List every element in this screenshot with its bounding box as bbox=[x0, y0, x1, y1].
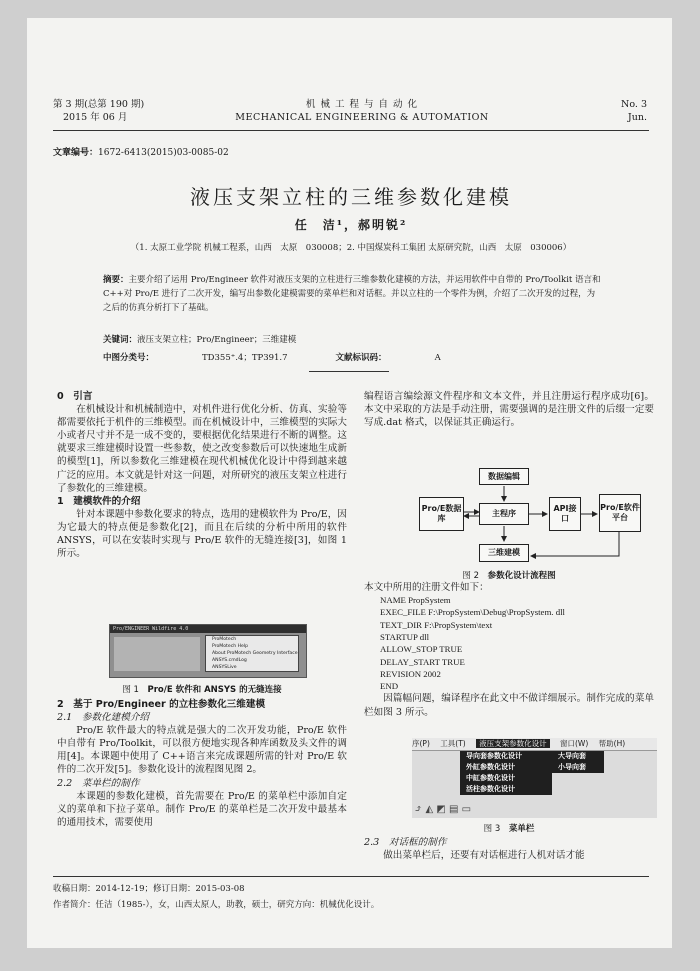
right-body-2: 因篇幅问题，编译程序在此文中不做详细展示。制作完成的菜单栏如图 3 所示。 bbox=[364, 693, 654, 718]
fig3-sub-item: 大导向套 bbox=[558, 752, 586, 760]
footnote-author: 作者简介：任洁（1985-），女，山西太原人，助教，硕士，研究方向：机械优化设计。 bbox=[53, 900, 380, 910]
registry-line: NAME PropSystem bbox=[380, 595, 451, 606]
section-2-1-heading: 2.1 参数化建模介绍 bbox=[57, 712, 150, 724]
article-number bbox=[53, 145, 229, 158]
journal-cn: 机 械 工 程 与 自 动 化 bbox=[305, 99, 419, 110]
fig1-menu-item: About ProMotech Geometry Interface bbox=[212, 651, 298, 656]
fig3-toolbar-icons: ⤴ ◭ ◩ ▤ ▭ bbox=[414, 804, 472, 815]
fig2-api: API接口 bbox=[549, 497, 581, 531]
fig1-menu-item: ProMotech Help bbox=[212, 644, 249, 649]
figure-1-caption bbox=[57, 683, 347, 695]
abstract-text: 主要介绍了运用 Pro/Engineer 软件对液压支架的立柱进行三维参数化建模的方法，并运用软件中自带的 Pro/Toolkit 语言和 C++对 Pro/E 进行了二次开发，编写出参数化建模需要的菜单栏和对话框。并以立柱的一个零件为例，介绍了二次开发的过程，为之后的仿真分析打下了基础。 bbox=[103, 275, 601, 313]
keywords-label: 关键词： bbox=[103, 335, 138, 345]
fig3-drop-item: 中缸参数化设计 bbox=[466, 774, 515, 782]
registry-file bbox=[364, 594, 654, 692]
right-intro: 编程语言编绘源文件程序和文本文件，并且注册运行程序成功[6]。本文中采取的方法是手动注册，需要强调的是注册文件的后缀一定要写成.dat 格式，以保证其正确运行。 bbox=[364, 391, 654, 429]
fig3-drop-item: 活柱参数化设计 bbox=[466, 785, 515, 793]
fig3-cap-num: 图 3 bbox=[483, 824, 501, 834]
figure-2-flowchart bbox=[419, 464, 649, 566]
fig1-menu-item: ANSYSLive bbox=[212, 665, 237, 670]
fig3-menu-bar bbox=[412, 738, 657, 751]
registry-line: END bbox=[380, 681, 399, 692]
registry-line: REVISION 2002 bbox=[380, 668, 441, 679]
issue-line1: 第 3 期(总第 190 期) bbox=[53, 99, 145, 110]
registry-line: DELAY_START TRUE bbox=[380, 656, 465, 667]
registry-line: EXEC_FILE F:\PropSystem\Debug\PropSystem. dll bbox=[380, 607, 565, 618]
header-rule bbox=[53, 130, 649, 131]
fig1-menu bbox=[205, 635, 299, 672]
right-col-bottom bbox=[364, 836, 654, 862]
figure-3-menubar bbox=[412, 738, 657, 818]
journal-title bbox=[217, 98, 507, 124]
footnote-rule bbox=[53, 876, 649, 877]
cls-value: TD355⁺.4；TP391.7 bbox=[202, 353, 288, 363]
article-no-label: 文章编号： bbox=[53, 148, 99, 158]
fig1-cap-text: Pro/E 软件和 ANSYS 的无缝连接 bbox=[147, 685, 282, 695]
fig3-menu-item: 工具(T) bbox=[440, 739, 466, 748]
issue-line2: 2015 年 06 月 bbox=[63, 112, 128, 123]
affiliation: （1. 太原工业学院 机械工程系，山西 太原 030008；2. 中国煤炭科工集团 太原研究院，山西 太原 030006） bbox=[130, 243, 572, 253]
fig2-main: 主程序 bbox=[479, 503, 529, 525]
figure-3-caption bbox=[364, 822, 654, 834]
section-2-heading: 2 基于 Pro/Engineer 的立柱参数化三维建模 bbox=[57, 699, 266, 710]
fig2-proe-db: Pro/E数据库 bbox=[419, 497, 464, 531]
issue-month: Jun. bbox=[627, 112, 647, 123]
section-2-3-heading: 2.3 对话框的制作 bbox=[364, 837, 447, 848]
fig2-modeling: 三维建模 bbox=[479, 544, 529, 562]
issue-info bbox=[53, 98, 144, 124]
authors: 任 洁¹，郝明锐² bbox=[294, 218, 408, 232]
fig1-titlebar: Pro/ENGINEER Wildfire 4.0 bbox=[110, 625, 306, 633]
journal-en: MECHANICAL ENGINEERING & AUTOMATION bbox=[235, 112, 489, 123]
section-1-body: 针对本课题中参数化要求的特点，选用的建模软件为 Pro/E，因为它最大的特点便是参数化[2]，而且在后续的分析中所用的软件 ANSYS，可以在安装时实现与 Pro/E 软件的无缝连接[3]，如图 1 所示。 bbox=[57, 508, 347, 560]
registry-line: TEXT_DIR F:\PropSystem\text bbox=[380, 619, 493, 630]
fig3-submenu bbox=[552, 751, 604, 773]
fig2-cap-num: 图 2 bbox=[462, 571, 480, 581]
abstract-label: 摘要： bbox=[103, 275, 129, 285]
section-2-2-heading: 2.2 菜单栏的制作 bbox=[57, 777, 140, 789]
left-col-bottom bbox=[57, 698, 347, 829]
registry-line: ALLOW_STOP TRUE bbox=[380, 644, 463, 655]
figure-1-screenshot bbox=[109, 624, 307, 678]
fig3-sub-item: 小导向套 bbox=[558, 763, 586, 771]
paper-title: 液压支架立柱的三维参数化建模 bbox=[190, 185, 512, 209]
fig2-db-edit: 数据编辑 bbox=[479, 468, 529, 485]
issue-number: No. 3 bbox=[621, 99, 647, 110]
doc-label: 文献标识码： bbox=[335, 353, 387, 363]
right-col-top bbox=[364, 390, 654, 429]
fig2-platform: Pro/E软件平台 bbox=[599, 494, 641, 532]
fig3-menu-item: 帮助(H) bbox=[598, 739, 626, 748]
page-sheet bbox=[27, 18, 672, 948]
fig1-cap-num: 图 1 bbox=[122, 685, 139, 695]
abstract-rule bbox=[309, 371, 389, 372]
section-0-heading: 0 引言 bbox=[57, 391, 93, 402]
registry-intro: 本文中所用的注册文件如下： bbox=[364, 582, 489, 593]
fig2-cap-text: 参数化设计流程图 bbox=[487, 571, 556, 581]
cls-label: 中图分类号： bbox=[103, 353, 155, 363]
abstract bbox=[103, 273, 603, 315]
section-0-body: 在机械设计和机械制造中，对机件进行优化分析、仿真、实验等都需要依托于机件的三维模型。而在机械设计中，三维模型的实际大小或者尺寸并不是一成不变的，要根据优化结果进行不断的调整。这就要求三维建模时设置一些参数，使之改变参数后可以快速地生成新的模型[1]，所以参数化三维建模在现代机械优化设计中得到越来越广泛的应用。本文就是针对这一问题，对所研究的液压支架立柱进行了参数化的三维建模。 bbox=[57, 404, 347, 494]
article-no-value: 1672-6413(2015)03-0085-02 bbox=[98, 148, 229, 158]
right-col-registry bbox=[364, 581, 654, 719]
keywords-text: 液压支架立柱；Pro/Engineer；三维建模 bbox=[137, 335, 297, 345]
fig3-menu-item: 窗口(W) bbox=[559, 739, 589, 748]
fig3-drop-item: 外缸参数化设计 bbox=[466, 763, 515, 771]
fig3-dropdown bbox=[460, 751, 552, 795]
section-2-1-body: Pro/E 软件最大的特点就是强大的二次开发功能，Pro/E 软件中自带有 Pro/Toolkit，可以很方便地实现各种库函数及头文件的调用[4]。本课题中使用了 C++语言来完成课题所需的针对 Pro/E 软件的二次开发[5]。参数化设计的流程图见图 2。 bbox=[57, 725, 347, 776]
figure-2-caption bbox=[364, 569, 654, 581]
section-1-heading: 1 建模软件的介绍 bbox=[57, 495, 141, 507]
fig3-menu-item-selected: 液压支架参数化设计 bbox=[476, 739, 550, 748]
left-col-top bbox=[57, 390, 347, 560]
classification bbox=[103, 351, 441, 363]
section-2-2-body: 本课题的参数化建模，首先需要在 Pro/E 的菜单栏中添加自定义的菜单和下拉子菜单。制作 Pro/E 的菜单栏是二次开发中最基本的通用技术，需要使用 bbox=[57, 790, 347, 828]
registry-line: STARTUP dll bbox=[380, 631, 430, 642]
section-2-3-body: 做出菜单栏后，还要有对话框进行人机对话才能 bbox=[383, 850, 585, 862]
fig3-menu-item: 序(P) bbox=[412, 739, 430, 748]
fig3-cap-text: 菜单栏 bbox=[508, 824, 535, 834]
issue-no bbox=[587, 98, 647, 124]
keywords bbox=[103, 333, 296, 345]
doc-value: A bbox=[434, 353, 441, 363]
fig1-menu-item: ANSYS.cmdLog bbox=[212, 658, 247, 663]
fig3-drop-item: 导向套参数化设计 bbox=[466, 752, 522, 760]
fig1-toolbar bbox=[114, 637, 200, 671]
footnote-received: 收稿日期：2014-12-19；修订日期：2015-03-08 bbox=[53, 884, 245, 894]
fig1-menu-item: ProMotech bbox=[212, 637, 237, 642]
